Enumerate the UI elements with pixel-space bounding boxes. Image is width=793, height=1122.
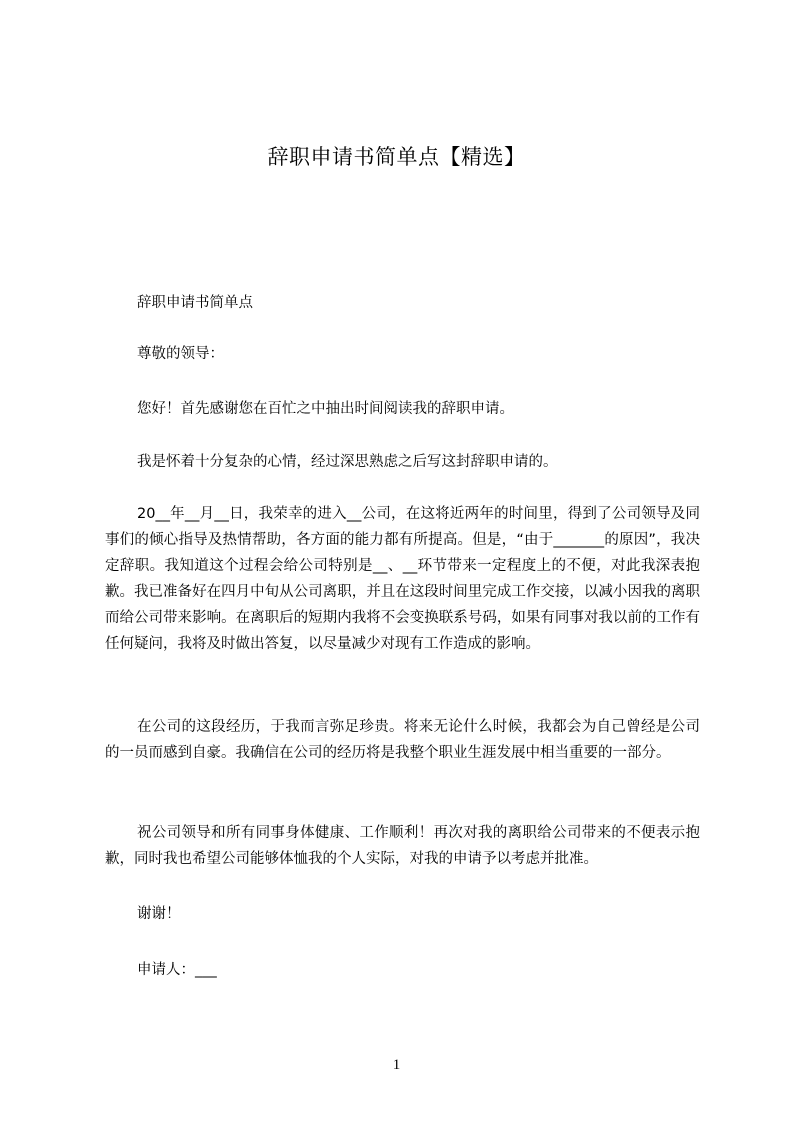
body-paragraph-experience: 在公司的这段经历，于我而言弥足珍贵。将来无论什么时候，我都会为自己曾经是公司的一员而感到自豪。我确信在公司的经历将是我整个职业生涯发展中相当重要的一部分。 <box>105 719 700 761</box>
subtitle-paragraph: 辞职申请书简单点 <box>137 295 253 311</box>
page-number: 1 <box>392 1057 401 1073</box>
body-paragraph-reason: 20__年__月__日，我荣幸的进入__公司，在这将近两年的时间里，得到了公司领导及同事们的倾心指导及热情帮助，各方面的能力都有所提高。但是，“由于_______的原因”，我决定辞职。我知道这个过程会给公司特别是__、__环节带来一定程度上的不便，对此我深表抱歉。我已准备好在四月中旬从公司离职，并且在这段时间里完成工作交接，以减小因我的离职而给公司带来影响。在离职后的短期内我将不会变换联系号码，如果有同事对我以前的工作有任何疑问，我将及时做出答复，以尽量减少对现有工作造成的影响。 <box>105 506 700 652</box>
salutation-paragraph: 尊敬的领导： <box>137 346 224 362</box>
applicant-signature-line: 申请人：___ <box>137 962 217 978</box>
body-paragraph-wishes: 祝公司领导和所有同事身体健康、工作顺利！再次对我的离职给公司带来的不便表示抱歉，同时我也希望公司能够体恤我的个人实际，对我的申请予以考虑并批准。 <box>105 825 700 867</box>
intro-paragraph: 我是怀着十分复杂的心情，经过深思熟虑之后写这封辞职申请的。 <box>137 454 558 470</box>
thanks-paragraph: 谢谢！ <box>137 906 181 922</box>
greeting-paragraph: 您好！首先感谢您在百忙之中抽出时间阅读我的辞职申请。 <box>137 401 514 417</box>
document-title: 辞职申请书简单点【精选】 <box>267 145 526 169</box>
